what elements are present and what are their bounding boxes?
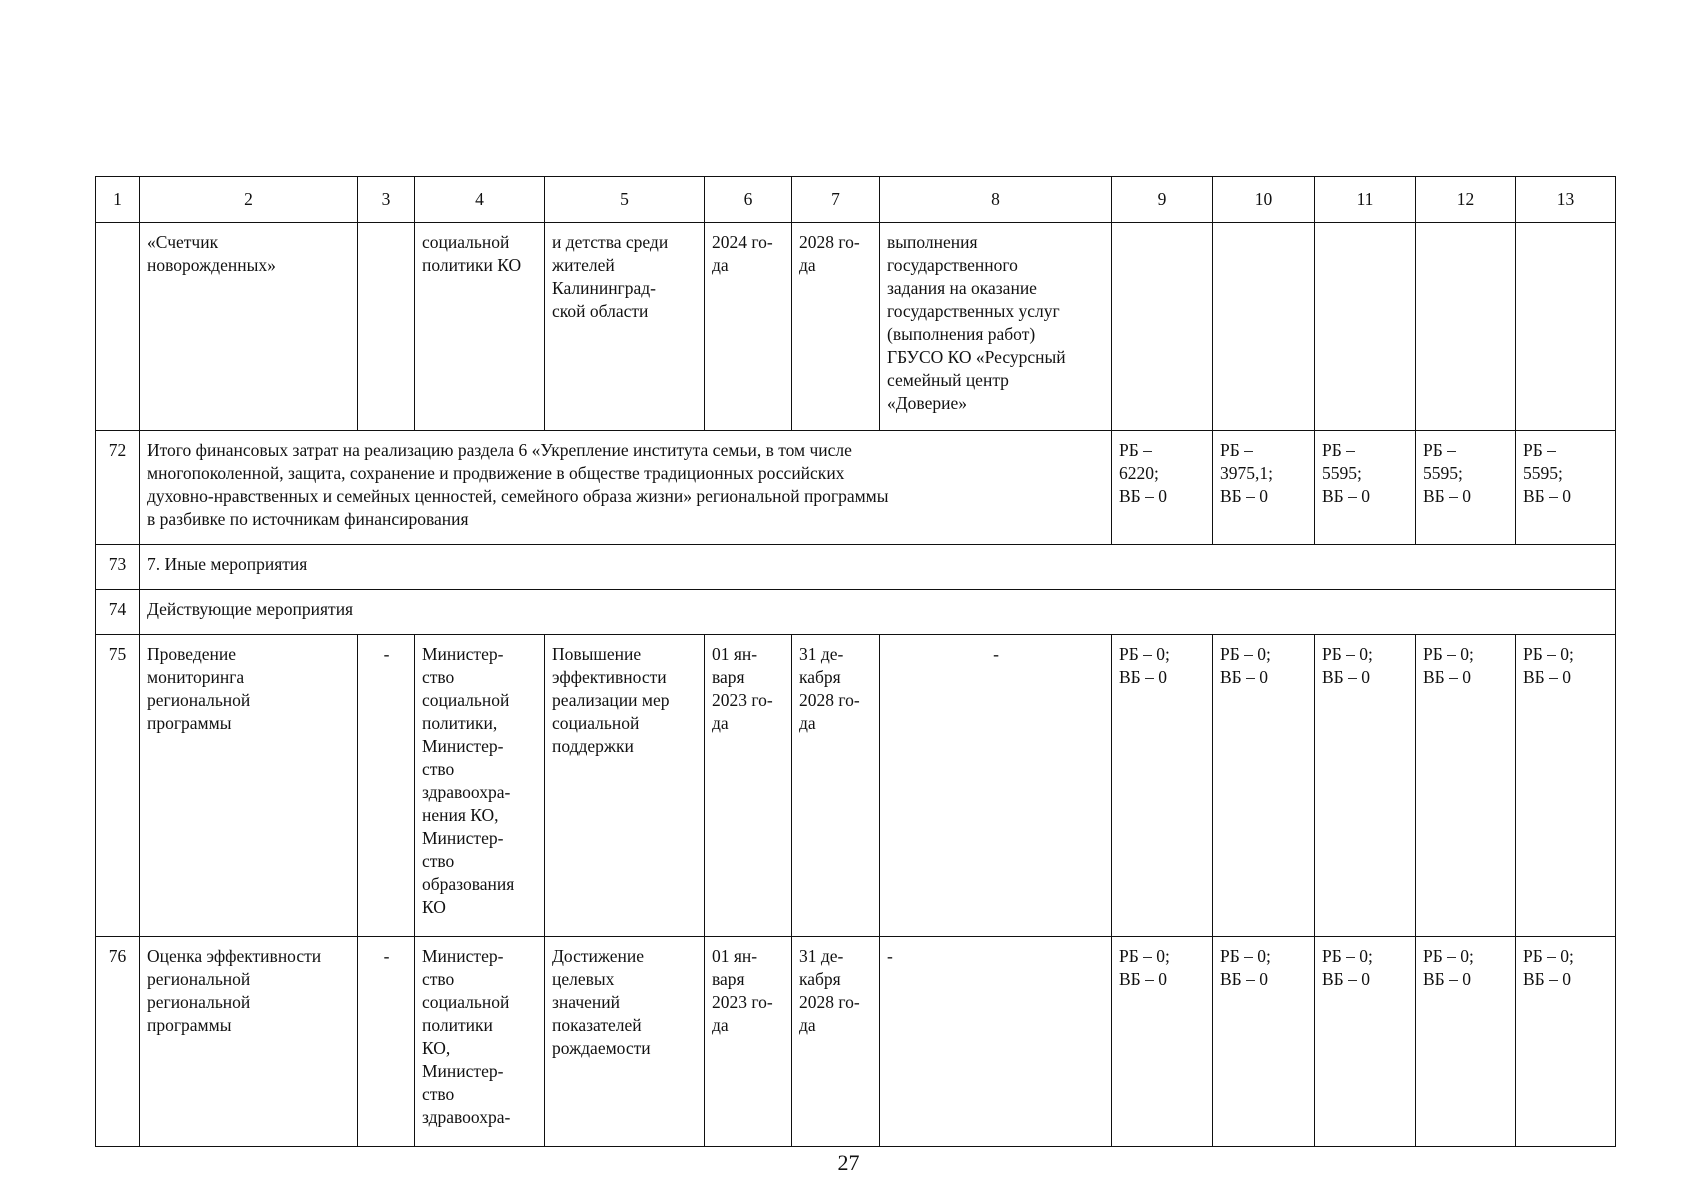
table-row-75: [96, 635, 1616, 937]
finance-cell: РБ – 0; ВБ – 0: [1315, 635, 1416, 937]
expected-result: и детства среди жителей Калининград- ской области: [545, 223, 705, 431]
finance-cell: РБ – 0; ВБ – 0: [1516, 635, 1616, 937]
header-cell: 4: [415, 177, 545, 223]
start-date: 2024 го- да: [705, 223, 792, 431]
table-row-76: [96, 937, 1616, 1147]
row-number: 74: [96, 590, 140, 635]
mechanism: выполнения государственного задания на оказание государственных услуг (выполнения работ) ГБУСО КО «Ресурсный семейный центр «Доверие»: [880, 223, 1112, 431]
cell-col3: [358, 223, 415, 431]
header-cell: 13: [1516, 177, 1616, 223]
table-row-72: [96, 431, 1616, 545]
mechanism: -: [880, 937, 1112, 1147]
row-number: 73: [96, 545, 140, 590]
cell-col3: -: [358, 937, 415, 1147]
finance-cell: РБ – 0; ВБ – 0: [1416, 635, 1516, 937]
header-cell: 7: [792, 177, 880, 223]
end-date: 2028 го- да: [792, 223, 880, 431]
finance-cell: [1516, 223, 1616, 431]
header-row: [96, 177, 1616, 223]
finance-cell: РБ – 0; ВБ – 0: [1112, 635, 1213, 937]
row-number: 75: [96, 635, 140, 937]
program-table: [95, 176, 1616, 1147]
header-cell: 5: [545, 177, 705, 223]
header-cell: 6: [705, 177, 792, 223]
mechanism: -: [880, 635, 1112, 937]
finance-cell: [1315, 223, 1416, 431]
finance-cell: РБ – 3975,1; ВБ – 0: [1213, 431, 1315, 545]
header-cell: 2: [140, 177, 358, 223]
row-number: 72: [96, 431, 140, 545]
header-cell: 1: [96, 177, 140, 223]
finance-cell: РБ – 0; ВБ – 0: [1213, 635, 1315, 937]
measure-name: Проведение мониторинга региональной программы: [140, 635, 358, 937]
start-date: 01 ян- варя 2023 го- да: [705, 635, 792, 937]
table-row-73: [96, 545, 1616, 590]
finance-cell: РБ – 0; ВБ – 0: [1516, 937, 1616, 1147]
start-date: 01 ян- варя 2023 го- да: [705, 937, 792, 1147]
table-row-continuation: [96, 223, 1616, 431]
finance-cell: РБ – 5595; ВБ – 0: [1416, 431, 1516, 545]
measure-name: «Счетчик новорожденных»: [140, 223, 358, 431]
row-number: 76: [96, 937, 140, 1147]
page-number: 27: [837, 1150, 860, 1175]
finance-cell: [1112, 223, 1213, 431]
responsible: Министер- ство социальной политики КО, Министер- ство здравоохра-: [415, 937, 545, 1147]
header-cell: 12: [1416, 177, 1516, 223]
section-heading: 7. Иные мероприятия: [140, 545, 1616, 590]
header-cell: 10: [1213, 177, 1315, 223]
subsection-heading: Действующие мероприятия: [140, 590, 1616, 635]
header-cell: 3: [358, 177, 415, 223]
finance-cell: [1416, 223, 1516, 431]
table-row-74: [96, 590, 1616, 635]
finance-cell: РБ – 0; ВБ – 0: [1315, 937, 1416, 1147]
expected-result: Повышение эффективности реализации мер социальной поддержки: [545, 635, 705, 937]
finance-cell: РБ – 5595; ВБ – 0: [1315, 431, 1416, 545]
finance-cell: РБ – 5595; ВБ – 0: [1516, 431, 1616, 545]
end-date: 31 де- кабря 2028 го- да: [792, 635, 880, 937]
finance-cell: РБ – 0; ВБ – 0: [1213, 937, 1315, 1147]
responsible: Министер- ство социальной политики, Министер- ство здравоохра- нения КО, Министер- ство образования КО: [415, 635, 545, 937]
header-cell: 11: [1315, 177, 1416, 223]
responsible: социальной политики КО: [415, 223, 545, 431]
cell-col3: -: [358, 635, 415, 937]
measure-name: Оценка эффективности региональной региональной программы: [140, 937, 358, 1147]
finance-cell: [1213, 223, 1315, 431]
end-date: 31 де- кабря 2028 го- да: [792, 937, 880, 1147]
finance-cell: РБ – 0; ВБ – 0: [1112, 937, 1213, 1147]
total-costs-text: Итого финансовых затрат на реализацию раздела 6 «Укрепление института семьи, в том числе многопоколенной, защита, сохранение и продвижение в обществе традиционных российских духовно-нравственных и семейных ценностей, семейного образа жизни» региональной программы в разбивке по источникам финансирования: [140, 431, 1112, 545]
header-cell: 8: [880, 177, 1112, 223]
row-number: [96, 223, 140, 431]
finance-cell: РБ – 6220; ВБ – 0: [1112, 431, 1213, 545]
header-cell: 9: [1112, 177, 1213, 223]
finance-cell: РБ – 0; ВБ – 0: [1416, 937, 1516, 1147]
expected-result: Достижение целевых значений показателей рождаемости: [545, 937, 705, 1147]
